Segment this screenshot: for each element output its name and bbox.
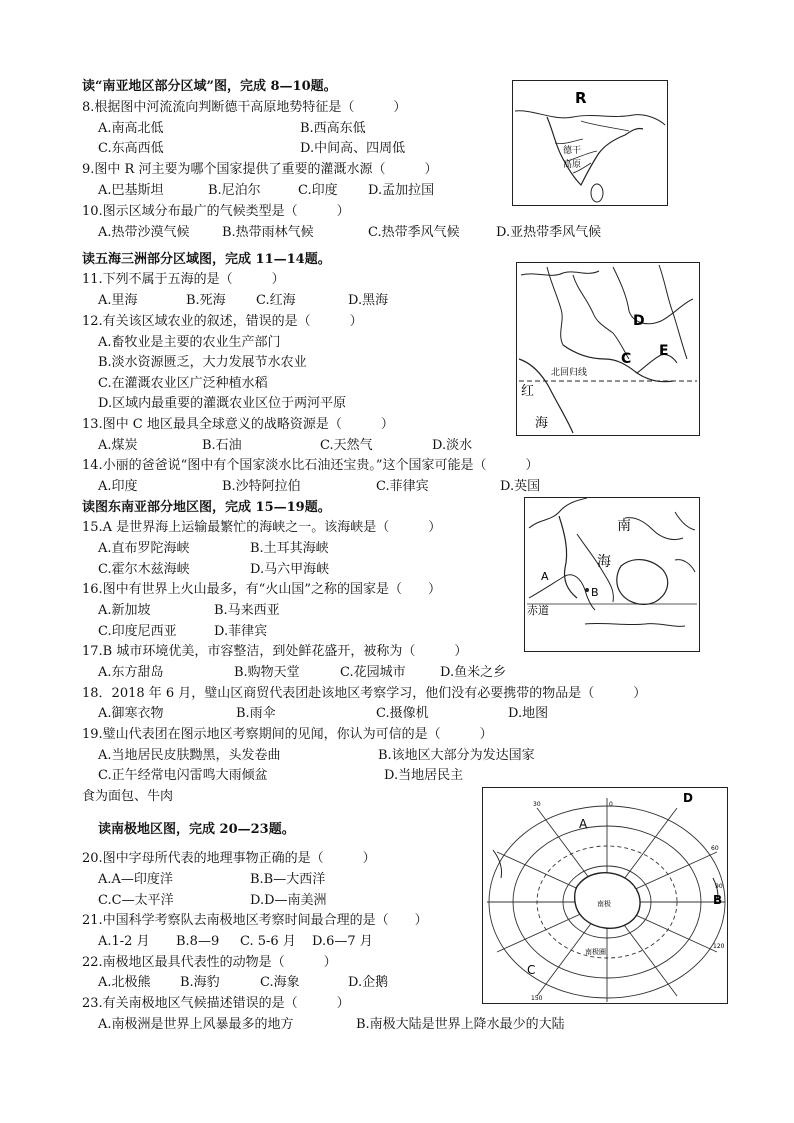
q21-option-c[interactable]: C. 5-6 月	[240, 934, 296, 949]
q12-option-a[interactable]: A.畜牧业是主要的农业生产部门	[98, 335, 281, 350]
question-8: 8.根据图中河流流向判断德干高原地势特征是（ ）	[82, 100, 407, 115]
q19-option-b[interactable]: B.该地区大部分为发达国家	[378, 748, 535, 763]
red-sea-label-1: 红	[521, 384, 535, 399]
question-23: 23.有关南极地区气候描述错误的是（ ）	[82, 996, 350, 1011]
question-14: 14.小丽的爸爸说“图中有个国家淡水比石油还宝贵。”这个国家可能是（ ）	[82, 458, 539, 473]
question-16: 16.图中有世界上火山最多，有“火山国”之称的国家是（ ）	[82, 582, 441, 597]
q9-option-b[interactable]: B.尼泊尔	[208, 183, 261, 198]
section-heading-1: 读“南亚地区部分区域”图，完成 8—10题。	[82, 79, 337, 94]
q15-option-d[interactable]: D.马六甲海峡	[250, 562, 330, 577]
section-heading-3: 读图东南亚部分地区图，完成 15—19题。	[82, 500, 331, 515]
q9-option-a[interactable]: A.巴基斯坦	[98, 183, 164, 198]
question-22: 22.南极地区最具代表性的动物是（ ）	[82, 955, 337, 970]
label-c: C	[527, 963, 536, 977]
label-nan: 南	[617, 518, 631, 534]
q8-option-d[interactable]: D.中间高、四周低	[300, 141, 406, 156]
q21-option-d[interactable]: D.6—7 月	[312, 934, 373, 949]
q18-option-a[interactable]: A.御寒衣物	[98, 706, 164, 721]
q14-option-a[interactable]: A.印度	[98, 479, 138, 494]
q22-option-a[interactable]: A.北极熊	[98, 975, 151, 990]
q12-option-c[interactable]: C.在灌溉农业区广泛种植水稻	[98, 376, 268, 391]
q20-option-d[interactable]: D.D—南美洲	[250, 893, 327, 908]
q22-option-c[interactable]: C.海象	[260, 975, 300, 990]
q20-option-b[interactable]: B.B—大西洋	[250, 872, 326, 887]
q14-option-d[interactable]: D.英国	[500, 479, 541, 494]
q16-option-c[interactable]: C.印度尼西亚	[98, 624, 177, 639]
q17-option-c[interactable]: C.花园城市	[340, 665, 406, 680]
deg-150: 150	[531, 995, 543, 1002]
q21-option-a[interactable]: A.1-2 月	[98, 934, 150, 949]
q19-option-d[interactable]: D.当地居民主	[384, 768, 464, 783]
q17-option-b[interactable]: B.购物天堂	[234, 665, 300, 680]
circle-label: 南极圈	[585, 948, 606, 956]
q10-option-d[interactable]: D.亚热带季风气候	[496, 225, 602, 240]
south-asia-map	[512, 80, 668, 206]
q22-option-b[interactable]: B.海豹	[180, 975, 220, 990]
label-d: D	[683, 791, 693, 805]
question-20: 20.图中字母所代表的地理事物正确的是（ ）	[82, 851, 376, 866]
q11-option-d[interactable]: D.黑海	[348, 293, 389, 308]
q16-option-a[interactable]: A.新加坡	[98, 603, 151, 618]
question-12: 12.有关该区域农业的叙述，错误的是（ ）	[82, 314, 363, 329]
q20-option-a[interactable]: A.A—印度洋	[98, 872, 173, 887]
question-15: 15.A 是世界海上运输最繁忙的海峡之一。该海峡是（ ）	[82, 520, 442, 535]
label-c: C	[621, 351, 632, 367]
q19-option-d-continued: 食为面包、牛肉	[82, 789, 174, 804]
deccan-label-1: 德干	[563, 146, 582, 156]
q11-option-a[interactable]: A.里海	[98, 293, 138, 308]
q15-option-b[interactable]: B.土耳其海峡	[250, 541, 329, 556]
q9-option-d[interactable]: D.孟加拉国	[368, 183, 435, 198]
southeast-asia-map	[524, 497, 700, 652]
question-21: 21.中国科学考察队去南极地区考察时间最合理的是（ ）	[82, 913, 428, 928]
label-b: B	[713, 893, 723, 907]
tropic-label: 北回归线	[551, 368, 588, 378]
q20-option-c[interactable]: C.C—太平洋	[98, 893, 174, 908]
deg-30: 30	[533, 801, 541, 808]
q10-option-b[interactable]: B.热带雨林气候	[222, 225, 314, 240]
question-10: 10.图示区域分布最广的气候类型是（ ）	[82, 204, 350, 219]
q23-option-a[interactable]: A.南极洲是世界上风暴最多的地方	[98, 1017, 294, 1032]
q10-option-a[interactable]: A.热带沙漠气候	[98, 225, 190, 240]
red-sea-label-2: 海	[535, 416, 549, 431]
q13-option-a[interactable]: A.煤炭	[98, 438, 138, 453]
q21-option-b[interactable]: B.8—9	[176, 934, 220, 949]
deccan-label-2: 高原	[563, 160, 582, 170]
question-18: 18．2018 年 6 月，璧山区商贸代表团赴该地区考察学习，他们没有必要携带的物品是（ ）	[82, 686, 647, 701]
q16-option-b[interactable]: B.马来西亚	[214, 603, 280, 618]
q11-option-c[interactable]: C.红海	[256, 293, 296, 308]
river-label: R	[575, 89, 587, 107]
question-9: 9.图中 R 河主要为哪个国家提供了重要的灌溉水源（ ）	[82, 162, 438, 177]
question-11: 11.下列不属于五海的是（ ）	[82, 272, 285, 287]
q11-option-b[interactable]: B.死海	[186, 293, 226, 308]
q22-option-d[interactable]: D.企鹅	[348, 975, 389, 990]
label-hai: 海	[597, 554, 611, 570]
section-heading-2: 读五海三洲部分区域图，完成 11—14题。	[82, 252, 331, 267]
label-a: A	[541, 570, 549, 583]
q10-option-c[interactable]: C.热带季风气候	[368, 225, 460, 240]
question-13: 13.图中 C 地区最具全球意义的战略资源是（ ）	[82, 417, 394, 432]
deg-0: 0	[609, 801, 613, 808]
q13-option-d[interactable]: D.淡水	[432, 438, 473, 453]
antarctic-map	[482, 787, 728, 1004]
label-b: B	[591, 586, 599, 599]
q12-option-d[interactable]: D.区域内最重要的灌溉农业区位于两河平原	[98, 396, 347, 411]
q18-option-c[interactable]: C.摄像机	[376, 706, 429, 721]
q14-option-c[interactable]: C.菲律宾	[376, 479, 429, 494]
pole-label: 南极	[597, 900, 611, 908]
question-17: 17.B 城市环境优美，市容整洁，到处鲜花盛开，被称为（ ）	[82, 644, 468, 659]
label-a: A	[579, 817, 588, 831]
equator-label: 赤道	[527, 604, 549, 617]
q19-option-c[interactable]: C.正午经常电闪雷鸣大雨倾盆	[98, 768, 268, 783]
q8-option-a[interactable]: A.南高北低	[98, 121, 164, 136]
q13-option-c[interactable]: C.天然气	[320, 438, 373, 453]
middle-east-map	[516, 262, 700, 436]
question-19: 19.璧山代表团在图示地区考察期间的见闻，你认为可信的是（ ）	[82, 727, 493, 742]
q17-option-d[interactable]: D.鱼米之乡	[440, 665, 507, 680]
label-e: E	[659, 343, 669, 359]
q9-option-c[interactable]: C.印度	[298, 183, 338, 198]
q23-option-b[interactable]: B.南极大陆是世界上降水最少的大陆	[356, 1017, 565, 1032]
deg-60: 60	[711, 845, 719, 852]
q15-option-a[interactable]: A.直布罗陀海峡	[98, 541, 190, 556]
q12-option-b[interactable]: B.淡水资源匮乏，大力发展节水农业	[98, 355, 307, 370]
label-d: D	[633, 313, 645, 329]
q8-option-b[interactable]: B.西高东低	[300, 121, 366, 136]
deg-90: 90	[715, 883, 723, 890]
q19-option-a[interactable]: A.当地居民皮肤黝黑，头发卷曲	[98, 748, 281, 763]
q16-option-d[interactable]: D.菲律宾	[214, 624, 268, 639]
q18-option-d[interactable]: D.地图	[508, 706, 549, 721]
q14-option-b[interactable]: B.沙特阿拉伯	[222, 479, 301, 494]
section-heading-4: 读南极地区图，完成 20—23题。	[98, 822, 295, 837]
q15-option-c[interactable]: C.霍尔木兹海峡	[98, 562, 190, 577]
q13-option-b[interactable]: B.石油	[202, 438, 242, 453]
q8-option-c[interactable]: C.东高西低	[98, 141, 164, 156]
q18-option-b[interactable]: B.雨伞	[236, 706, 276, 721]
deg-120: 120	[713, 943, 725, 950]
q17-option-a[interactable]: A.东方甜岛	[98, 665, 164, 680]
